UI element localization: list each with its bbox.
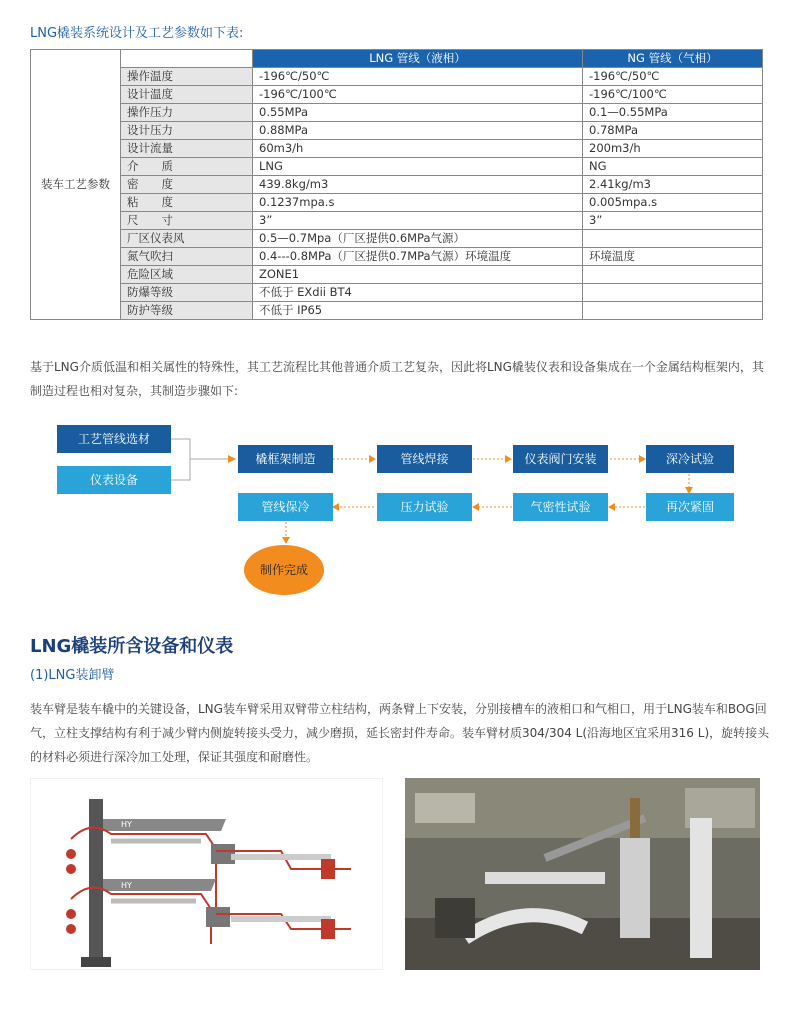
- arrow-5: [608, 503, 615, 511]
- group-label: 装车工艺参数: [41, 177, 110, 191]
- workshop-photo-icon: [405, 778, 760, 970]
- param-name-cell: 粘 度: [121, 194, 253, 212]
- header-lng: LNG 管线（液相）: [253, 50, 583, 68]
- arrow-6: [472, 503, 479, 511]
- param-name-cell: 设计流量: [121, 140, 253, 158]
- flow-step-valves: 仪表阀门安装: [513, 445, 608, 473]
- param-name-cell: 厂区仪表风: [121, 230, 253, 248]
- lng-value-cell: -196℃/50℃: [253, 68, 583, 86]
- flow-done: 制作完成: [244, 545, 324, 595]
- loading-arm-diagram-icon: [30, 778, 383, 970]
- ng-value-cell: 2.41kg/m3: [583, 176, 763, 194]
- arm-logo-top: HY: [121, 820, 132, 829]
- param-name-cell: 密 度: [121, 176, 253, 194]
- param-name-cell: 设计温度: [121, 86, 253, 104]
- ng-value-cell: 环境温度: [583, 248, 763, 266]
- arm-logo-bottom: HY: [121, 881, 132, 890]
- arrow-1: [369, 455, 376, 463]
- arrow-7: [332, 503, 339, 511]
- arrow-8: [282, 537, 290, 544]
- param-name-cell: 防爆等级: [121, 284, 253, 302]
- lng-value-cell: 3”: [253, 212, 583, 230]
- lng-value-cell: 0.5—0.7Mpa（厂区提供0.6MPa气源）: [253, 230, 583, 248]
- ng-value-cell: -196℃/100℃: [583, 86, 763, 104]
- lng-value-cell: 60m3/h: [253, 140, 583, 158]
- flow-step-pressure-test: 压力试验: [377, 493, 472, 521]
- param-name-cell: 操作压力: [121, 104, 253, 122]
- lng-value-cell: 439.8kg/m3: [253, 176, 583, 194]
- sub-title: (1)LNG装卸臂: [30, 668, 115, 683]
- lng-value-cell: 0.1237mpa.s: [253, 194, 583, 212]
- intro-paragraph: 基于LNG介质低温和相关属性的特殊性，其工艺流程比其他普通介质工艺复杂，因此将LNG橇装仪表和设备集成在一个金属结构框架内，其制造过程也相对复杂，其制造步骤如下:: [30, 360, 764, 398]
- ng-value-cell: NG: [583, 158, 763, 176]
- ng-value-cell: 3”: [583, 212, 763, 230]
- flow-step-leak-test: 气密性试验: [513, 493, 608, 521]
- flow-input-materials: 工艺管线选材: [57, 425, 171, 453]
- param-name-cell: 操作温度: [121, 68, 253, 86]
- lng-value-cell: 0.55MPa: [253, 104, 583, 122]
- ng-value-cell: 200m3/h: [583, 140, 763, 158]
- param-name-cell: 介 质: [121, 158, 253, 176]
- lng-value-cell: 不低于 EXdii BT4: [253, 284, 583, 302]
- lng-value-cell: LNG: [253, 158, 583, 176]
- header-ng: NG 管线（气相）: [583, 50, 763, 68]
- param-name-cell: 尺 寸: [121, 212, 253, 230]
- arrow-3: [639, 455, 646, 463]
- flow-step-welding: 管线焊接: [377, 445, 472, 473]
- param-name-cell: 氮气吹扫: [121, 248, 253, 266]
- flow-step-retighten: 再次紧固: [646, 493, 734, 521]
- flow-input-instruments: 仪表设备: [57, 466, 171, 494]
- bracket-line: [170, 439, 190, 480]
- loading-arm-paragraph: 装车臂是装车橇中的关键设备，LNG装车臂采用双臂带立柱结构，两条臂上下安装，分别接槽车的液相口和气相口，用于LNG装车和BOG回气，立柱支撑结构有利于减少臂内侧旋转接头受力，减少磨损，延长密封件寿命。装车臂材质304/304 L(沿海地区宜采用316 L)，旋转接头的材料必须进行深冷加工处理，保证其强度和耐磨性。: [30, 702, 770, 764]
- ng-value-cell: -196℃/50℃: [583, 68, 763, 86]
- ng-value-cell: 0.005mpa.s: [583, 194, 763, 212]
- flow-step-frame: 橇框架制造: [238, 445, 333, 473]
- lng-value-cell: 0.4---0.8MPa（厂区提供0.7MPa气源）环境温度: [253, 248, 583, 266]
- param-name-cell: 危险区域: [121, 266, 253, 284]
- ng-value-cell: 0.78MPa: [583, 122, 763, 140]
- flow-step-insulation: 管线保冷: [238, 493, 333, 521]
- ng-value-cell: 0.1—0.55MPa: [583, 104, 763, 122]
- arrow-to-step1: [228, 455, 236, 463]
- param-name-cell: 设计压力: [121, 122, 253, 140]
- param-name-cell: 防护等级: [121, 302, 253, 320]
- flow-step-cryo-test: 深冷试验: [646, 445, 734, 473]
- section-title: LNG橇装所含设备和仪表: [30, 636, 234, 657]
- lng-value-cell: 不低于 IP65: [253, 302, 583, 320]
- lng-value-cell: -196℃/100℃: [253, 86, 583, 104]
- lng-value-cell: 0.88MPa: [253, 122, 583, 140]
- arrow-2: [505, 455, 512, 463]
- lng-value-cell: ZONE1: [253, 266, 583, 284]
- intro-title: LNG橇装系统设计及工艺参数如下表:: [30, 26, 244, 41]
